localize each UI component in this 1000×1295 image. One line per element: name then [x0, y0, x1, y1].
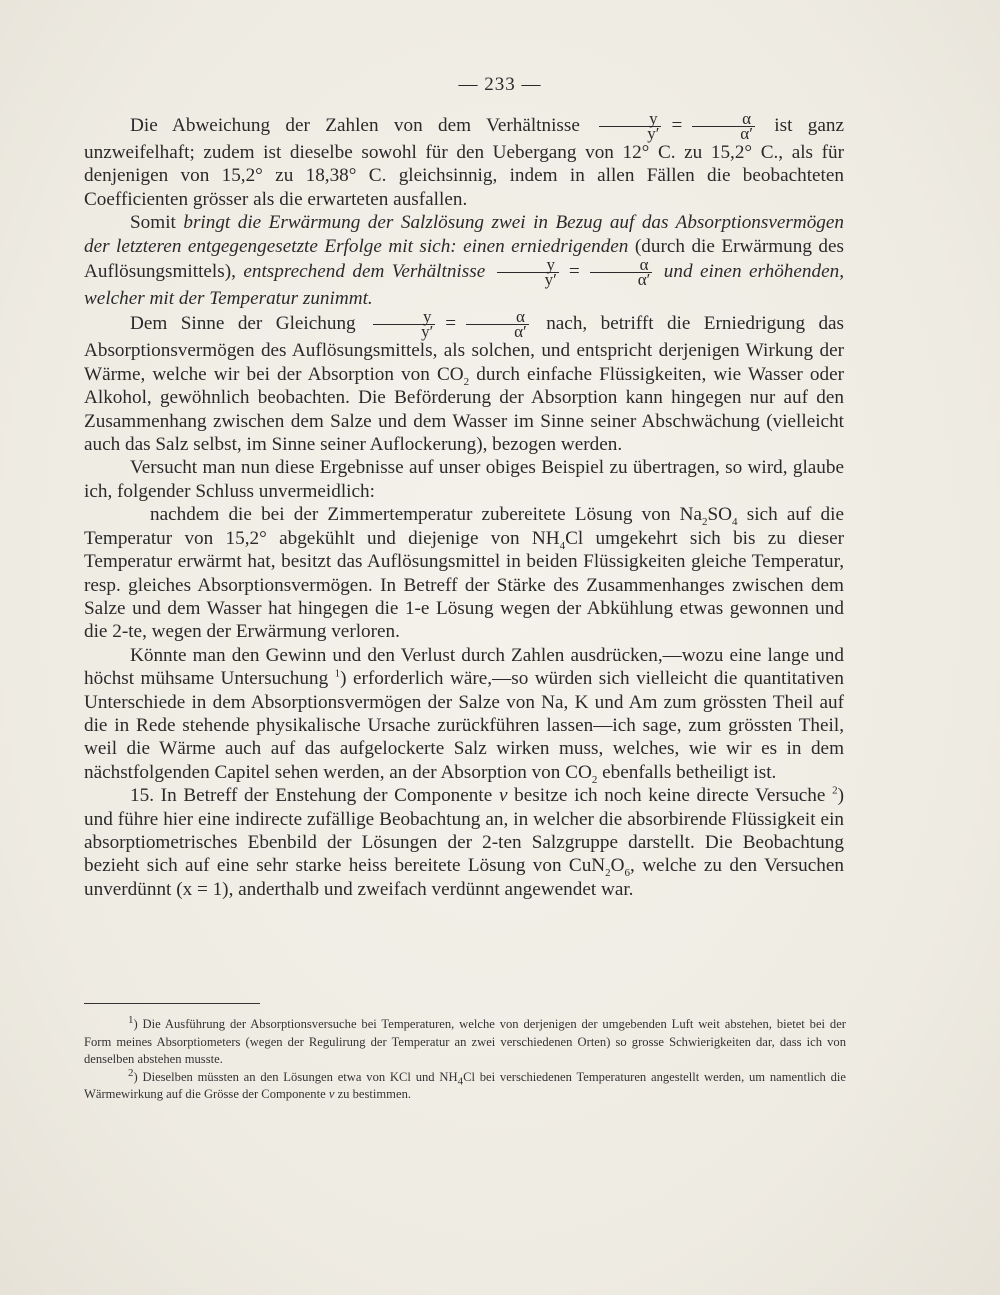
fraction-numerator: y	[649, 109, 658, 128]
fraction-denominator: α′	[590, 272, 653, 287]
fraction-alpha-over-alpha-prime	[466, 307, 529, 342]
paragraph-1-text-a: Die Abweichung der Zahlen von dem Verhältnisse	[130, 114, 580, 136]
paragraph-6: Könnte man den Gewinn und den Verlust durch Zahlen ausdrücken,—wozu eine lange und höchst mühsame Untersuchung $^1$) erforderlich wäre,—so würden sich vielleicht die quantitativen Unterschiede in dem Absorptionsvermögen der Salze von Na, K und Am zum grössten Theil auf die in Rede stehende physikalische Ursache zurückführen lassen—ich sage, zum grössten Theil, weil die Wärme auch auf das aufgelockerte Salz wirken muss, welches, wie wir es in dem nächstfolgenden Capitel sehen werden, an der Absorption von $CO_2$ ebenfalls betheiligt ist.	[84, 644, 844, 786]
footnote-1-text: ) Die Ausführung der Absorptionsversuche bei Temperaturen, welche von derjenigen der umgebenden Luft weit abstehen, bietet bei der Form meines Absorptiometers (wegen der Regulirung der Temperatur an zwei verschiedenen Orten) so grosse Schwierigkeiten dar, dass ich von denselben abstehen musste.	[84, 1017, 846, 1066]
footnote-divider	[84, 1003, 260, 1004]
fraction-denominator: y′	[599, 126, 661, 141]
page-number: — 233 —	[458, 74, 542, 95]
fraction-denominator: y′	[373, 324, 435, 339]
footnote-ref-1[interactable]: 1	[334, 667, 341, 680]
fraction-denominator: α′	[466, 324, 529, 339]
subscript: 4	[559, 539, 566, 552]
subscript: 2	[463, 375, 470, 388]
paragraph-3-text-b: nach, betrifft die Erniedrigung das Absorptionsvermögen des Auflösungsmittels, als solchen, und entspricht derjenigen Wirkung der Wärme, welche wir bei der Absorption von CO	[84, 313, 845, 385]
paragraph-5-text-c: sich auf die Temperatur von 15,2° abgekühlt und diejenige von NH	[84, 504, 844, 549]
footnotes	[84, 1013, 846, 1104]
paragraph-2-emphasis: bringt die Erwärmung der Salzlösung zwei in Bezug auf das Absorptionsvermögen der letzteren entgegengesetzte Erfolge mit sich: einen erniedrigenden	[84, 212, 845, 257]
paragraph-7-text-d: O	[610, 855, 625, 877]
fraction-denominator: y′	[497, 272, 559, 287]
subscript: 2	[702, 516, 708, 529]
paragraph-3-text-c: durch einfache Flüssigkeiten, wie Wasser oder Alkohol, gewöhnlich beobachten. Die Beförderung der Absorption kann hingegen nur auf den Zusammenhang zwischen dem Salze und dem Wasser im Sinne seiner Abschwächung (vielleicht auch das Salz selbst, im Sinne seiner Auflockerung), bezogen werden.	[84, 363, 844, 456]
subscript: 2	[591, 773, 598, 786]
paragraph-4-text: Versucht man nun diese Ergebnisse auf unser obiges Beispiel zu übertragen, so wird, glaube ich, folgender Schluss unvermeidlich:	[84, 457, 844, 502]
paragraph-2-text-c: (durch die Erwärmung des Auflösungsmittels),	[84, 235, 844, 282]
equals-sign: =	[671, 114, 683, 136]
paragraph-7-text-a: 15. In Betreff der Enstehung der Componente	[130, 785, 493, 807]
paragraph-2	[84, 211, 844, 310]
fraction-y-over-y-prime	[373, 307, 435, 342]
paragraph-7: 15. In Betreff der Enstehung der Componente v besitze ich noch keine directe Versuche $^2$) und führe hier eine indirecte zufällige Beobachtung an, in welcher die absorbirende Flüssigkeit ein absorptiometrisches Ebenbild der Lösungen der 2-ten Salzgruppe darstellt. Die Beobachtung bezieht sich auf eine sehr starke heiss bereitete Lösung von $CuN_2O_6$, welche zu den Versuchen unverdünnt (x = 1), anderthalb und zweifach verdünnt angewendet war.	[84, 784, 845, 900]
paragraph-2-emphasis-3: und einen erhöhenden, welcher mit der Temperatur zunimmt.	[84, 260, 845, 310]
footnote-2-text-c: zu bestimmen.	[337, 1087, 412, 1101]
body-text	[84, 109, 845, 901]
fraction-numerator: α	[639, 255, 649, 275]
footnote-2-text-b: Cl bei verschiedenen Temperaturen angestellt werden, um namentlich die Wärmewirkung auf die Grösse der Componente	[84, 1069, 846, 1101]
fraction-y-over-y-prime	[497, 255, 559, 290]
paragraph-7-text-b: besitze ich noch keine directe Versuche	[514, 785, 826, 807]
paragraph-5	[84, 503, 844, 643]
fraction-numerator: α	[742, 109, 752, 128]
footnote-marker: 2	[128, 1066, 134, 1079]
paragraph-5-text-d: Cl umgekehrt sich bis zu dieser Temperatur erwärmt hat, besitzt das Auflösungsmittel in beiden Flüssigkeiten gleiche Temperatur, resp. gleiches Absorptionsvermögen. In Betreff der Stärke des Zusammenhanges zwischen dem Salze und dem Wasser hat hingegen die 1-e Lösung wegen der Abkühlung etwas gewonnen und die 2-te, wegen der Erwärmung verloren.	[84, 527, 845, 643]
footnote-2-text-a: ) Dieselben müssten an den Lösungen etwa von KCl und NH	[133, 1069, 458, 1084]
fraction-numerator: y	[422, 307, 432, 327]
paragraph-3-text-a: Dem Sinne der Gleichung	[130, 313, 356, 335]
fraction-denominator: α′	[692, 126, 755, 141]
equals-sign: =	[568, 260, 580, 282]
paragraph-4	[84, 456, 844, 503]
footnote-ref-2[interactable]: 2	[832, 784, 838, 797]
footnote-marker: 1	[128, 1013, 134, 1026]
paragraph-3	[84, 307, 845, 456]
paragraph-6-text-a: Könnte man den Gewinn und den Verlust durch Zahlen ausdrücken,—wozu eine lange und höchst mühsame Untersuchung	[84, 644, 844, 690]
fraction-numerator: α	[515, 307, 525, 327]
variable-v: v	[498, 785, 508, 807]
paragraph-6-text-c: ebenfalls betheiligt ist.	[602, 761, 777, 783]
footnote-1	[84, 1013, 846, 1069]
subscript: 4	[457, 1075, 464, 1088]
paragraph-7-text-e: , welche zu den Versuchen unverdünnt (x = 1), anderthalb und zweifach verdünnt angewendet war.	[84, 855, 844, 900]
fraction-alpha-over-alpha-prime	[692, 109, 755, 143]
fraction-y-over-y-prime	[599, 109, 661, 143]
subscript: 2	[605, 867, 611, 880]
subscript: 4	[732, 516, 738, 529]
paragraph-1-text-b: ist ganz unzweifelhaft; zudem ist dieselbe sowohl für den Uebergang von 12° C. zu 15,2° C., als für denjenigen von 15,2° zu 18,38° C. gleichsinnig, indem in allen Fällen die beobachteten Coefficienten grösser als die erwarteten ausfallen.	[84, 114, 844, 210]
footnote-2	[84, 1066, 846, 1104]
fraction-numerator: y	[546, 255, 556, 275]
paragraph-1	[84, 109, 844, 211]
paragraph-5-text-a: nachdem die bei der Zimmertemperatur zubereitete Lösung von Na	[150, 504, 703, 526]
paragraph-7-text-c: und führe hier eine indirecte zufällige Beobachtung an, in welcher die absorbirende Flüssigkeit ein absorptiometrisches Ebenbild der Lösungen der 2-ten Salzgruppe darstellt. Die Beobachtung bezieht sich auf eine sehr starke heiss bereitete Lösung von CuN	[84, 808, 844, 877]
fraction-alpha-over-alpha-prime	[590, 255, 653, 290]
variable-v: v	[328, 1087, 335, 1101]
paragraph-2-emphasis-2: entsprechend dem Verhältnisse	[243, 260, 486, 282]
paragraph-6-text-b: erforderlich wäre,—so würden sich vielleicht die quantitativen Unterschiede in dem Absorptionsvermögen der Salze von Na, K und Am zum grössten Theil auf die in Rede stehende physikalische Ursache zurückführen lassen—ich sage, zum grössten Theil, weil die Wärme auch auf das aufgelockerte Salz wirken muss, welches, wie wir es in dem nächstfolgenden Capitel sehen werden, an der Absorption von CO	[84, 668, 844, 783]
subscript: 6	[624, 867, 631, 880]
paragraph-5-text-b: SO	[707, 504, 733, 526]
equals-sign: =	[445, 313, 457, 335]
paragraph-2-text-a: Somit	[130, 212, 176, 234]
